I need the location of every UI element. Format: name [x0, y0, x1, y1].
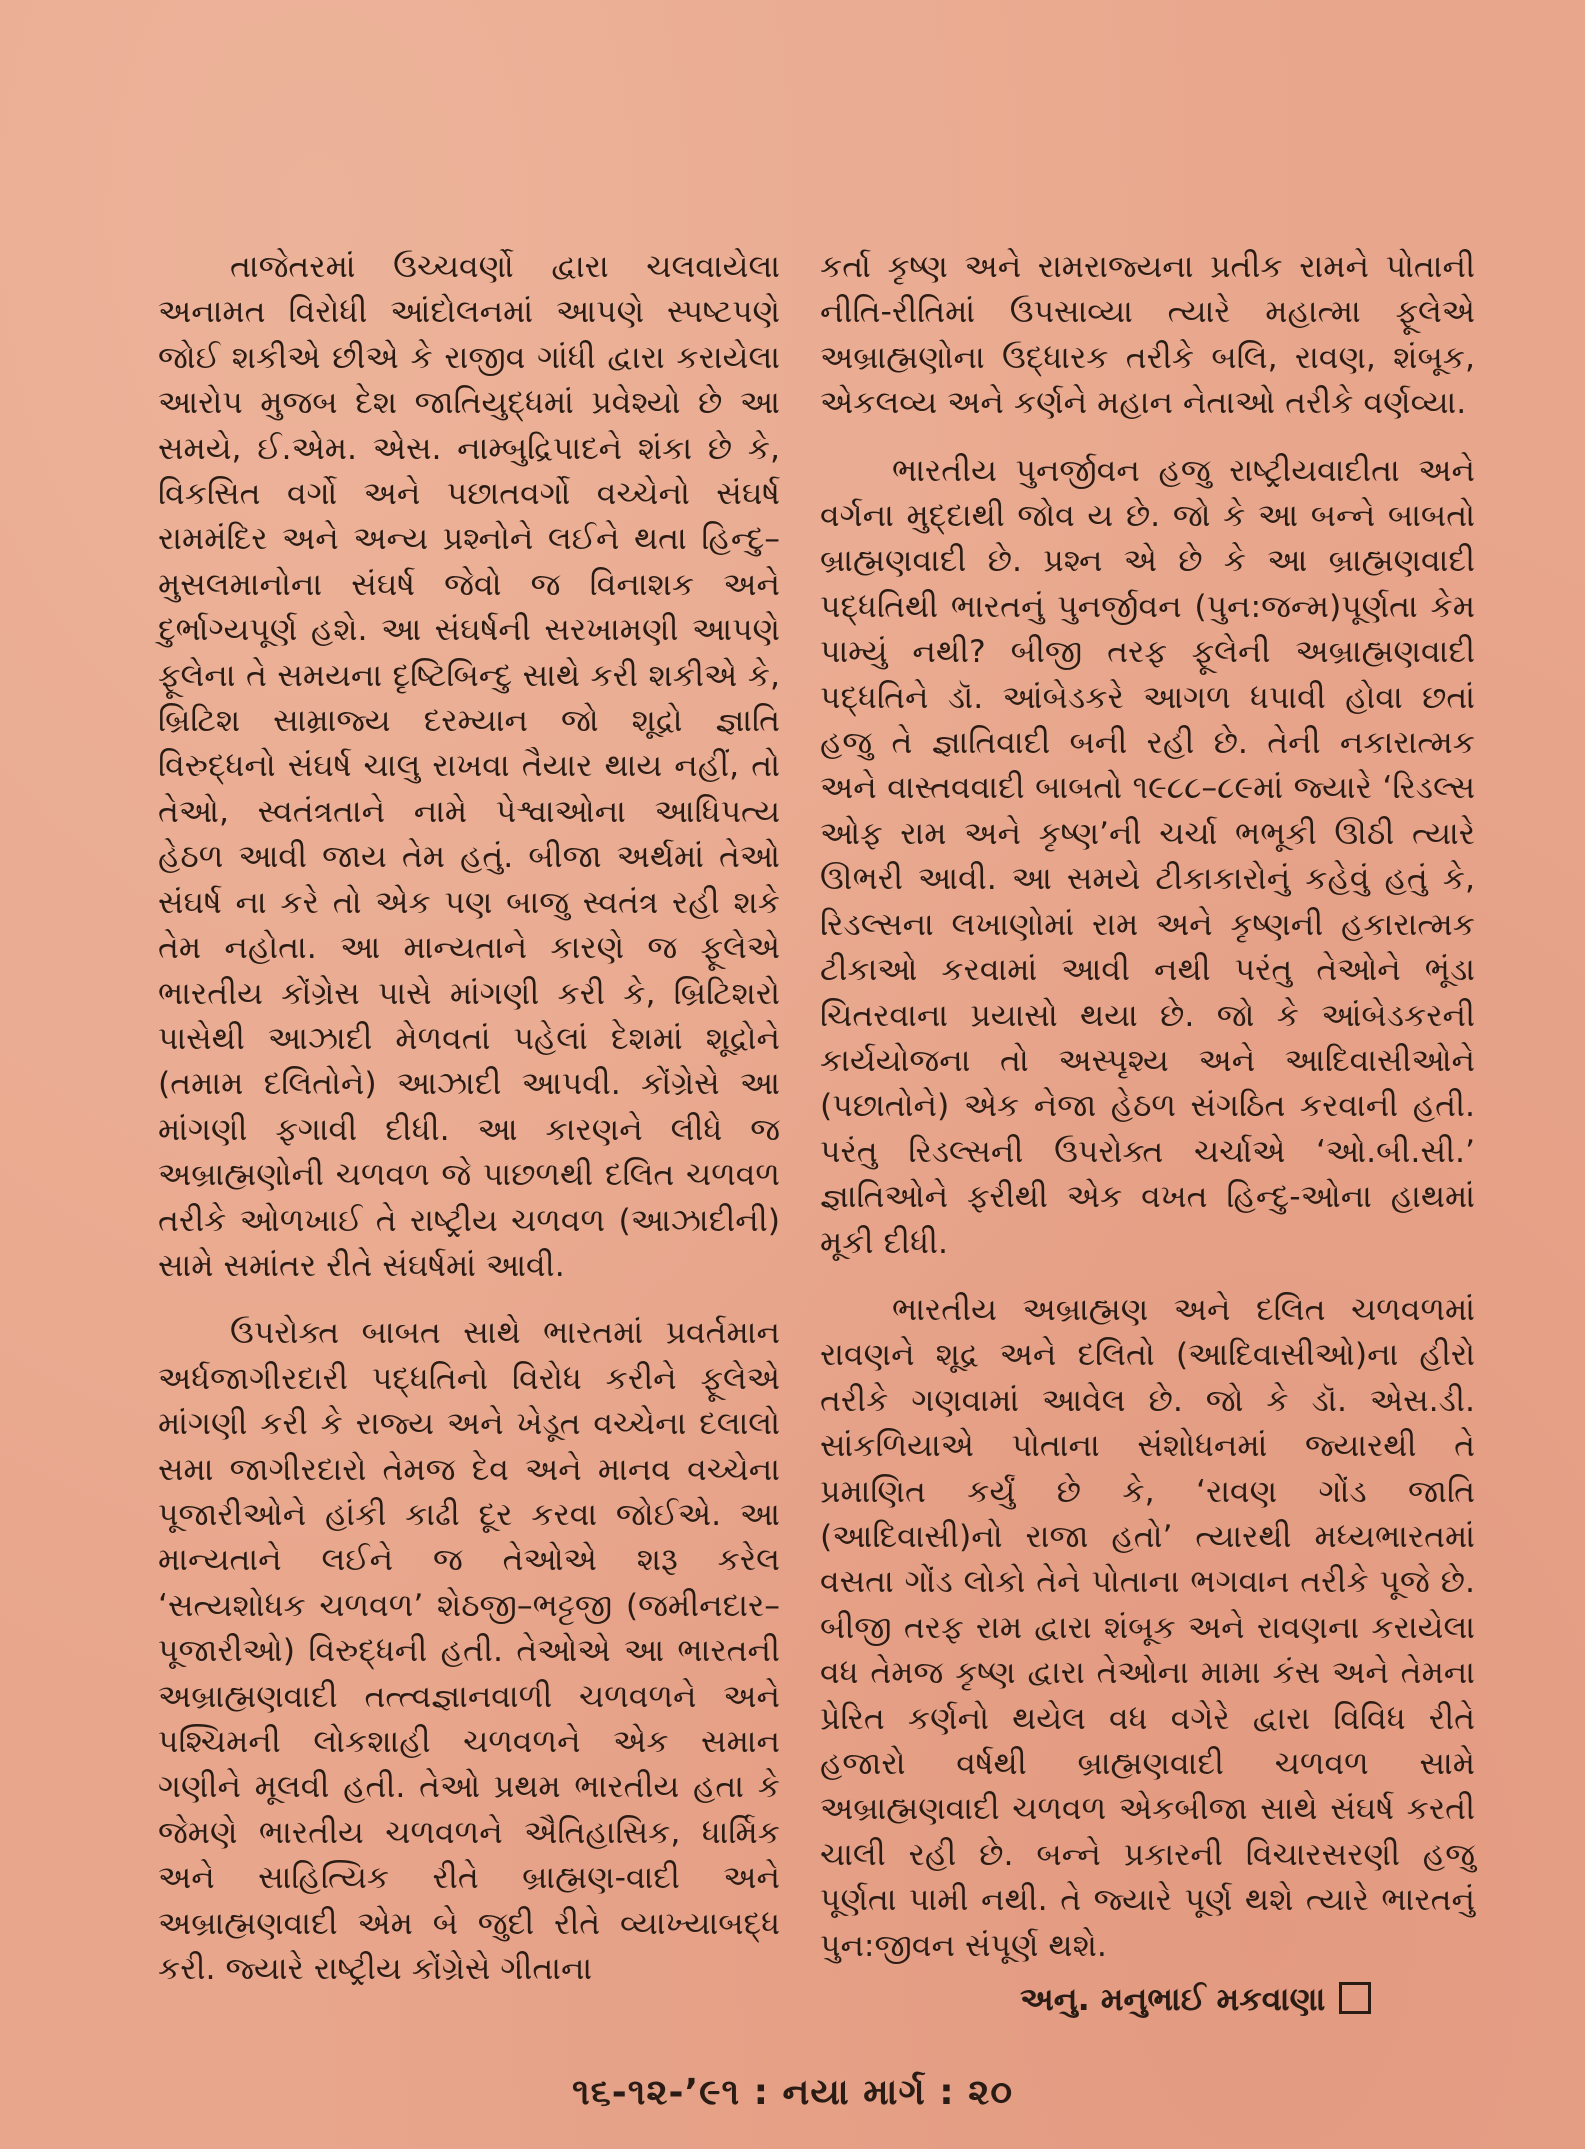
paragraph: તાજેતરમાં ઉચ્ચવર્ણો દ્વારા ચલવાયેલા અનામત વિરોધી આંદોલનમાં આપણે સ્પષ્ટપણે જોઈ શકીએ છીએ કે રાજીવ ગાંધી દ્વારા કરાયેલા આરોપ મુજબ દેશ જાતિયુદ્ધમાં પ્રવેશ્યો છે આ સમયે, ઈ.એમ. એસ. નામ્બુદ્રિપાદને શંકા છે કે, વિકસિત વર્ગો અને પછાતવર્ગો વચ્ચેનો સંઘર્ષ રામમંદિર અને અન્ય પ્રશ્નોને લઈને થતા હિન્દુ–મુસલમાનોના સંઘર્ષ જેવો જ વિનાશક અને દુર્ભાગ્યપૂર્ણ હશે. આ સંઘર્ષની સરખામણી આપણે ફૂલેના તે સમયના દૃષ્ટિબિન્દુ સાથે કરી શકીએ કે, બ્રિટિશ સામ્રાજ્ય દરમ્યાન જો શૂદ્રો જ્ઞાતિ વિરુદ્ધનો સંઘર્ષ ચાલુ રાખવા તૈયાર થાય નહીં, તો તેઓ, સ્વતંત્રતાને નામે પેશ્વાઓના આધિપત્ય હેઠળ આવી જાય તેમ હતું. બીજા અર્થમાં તેઓ સંઘર્ષ ના કરે તો એક પણ બાજુ સ્વતંત્ર રહી શકે તેમ નહોતા. આ માન્યતાને કારણે જ ફૂલેએ ભારતીય કોંગ્રેસ પાસે માંગણી કરી કે, બ્રિટિશરો પાસેથી આઝાદી મેળવતાં પહેલાં દેશમાં શૂદ્રોને (તમામ દલિતોને) આઝાદી આપવી. કોંગ્રેસે આ માંગણી ફગાવી દીધી. આ કારણને લીધે જ અબ્રાહ્મણોની ચળવળ જે પાછળથી દલિત ચળવળ તરીકે ઓળખાઈ તે રાષ્ટ્રીય ચળવળ (આઝાદીની) સામે સમાંતર રીતે સંઘર્ષમાં આવી.	[158, 249, 780, 1284]
right-column	[820, 245, 1475, 1969]
translator-name: અનુ. મનુભાઈ મકવાણા	[1020, 1980, 1326, 2018]
end-mark-box-icon	[1339, 1982, 1371, 2014]
paragraph: ભારતીય અબ્રાહ્મણ અને દલિત ચળવળમાં રાવણને શૂદ્ર અને દલિતો (આદિવાસીઓ)ના હીરો તરીકે ગણવામાં આવેલ છે. જો કે ડૉ. એસ.ડી. સાંકળિયાએ પોતાના સંશોધનમાં જ્યારથી તે પ્રમાણિત કર્યું છે કે, ‘રાવણ ગોંડ જાતિ (આદિવાસી)નો રાજા હતો’ ત્યારથી મધ્યભારતમાં વસતા ગોંડ લોકો તેને પોતાના ભગવાન તરીકે પૂજે છે. બીજી તરફ રામ દ્વારા શંબૂક અને રાવણના કરાયેલા વધ તેમજ કૃષ્ણ દ્વારા તેઓના મામા કંસ અને તેમના પ્રેરિત કર્ણનો થયેલ વધ વગેરે દ્વારા વિવિધ રીતે હજારો વર્ષથી બ્રાહ્મણવાદી ચળવળ સામે અબ્રાહ્મણવાદી ચળવળ એકબીજા સાથે સંઘર્ષ કરતી ચાલી રહી છે. બન્ને પ્રકારની વિચારસરણી હજુ પૂર્ણતા પામી નથી. તે જ્યારે પૂર્ણ થશે ત્યારે ભારતનું પુન:જીવન સંપૂર્ણ થશે.	[820, 1291, 1475, 1964]
paragraph: ઉપરોક્ત બાબત સાથે ભારતમાં પ્રવર્તમાન અર્ધજાગીરદારી પદ્ધતિનો વિરોધ કરીને ફૂલેએ માંગણી કરી કે રાજ્ય અને ખેડૂત વચ્ચેના દલાલો સમા જાગીરદારો તેમજ દેવ અને માનવ વચ્ચેના પૂજારીઓને હાંકી કાઢી દૂર કરવા જોઈએ. આ માન્યતાને લઈને જ તેઓએ શરૂ કરેલ ‘સત્યશોધક ચળવળ’ શેઠજી–ભટ્ટજી (જમીનદાર–પૂજારીઓ) વિરુદ્ધની હતી. તેઓએ આ ભારતની અબ્રાહ્મણવાદી તત્ત્વજ્ઞાનવાળી ચળવળને અને પશ્ચિમની લોકશાહી ચળવળને એક સમાન ગણીને મૂલવી હતી. તેઓ પ્રથમ ભારતીય હતા કે જેમણે ભારતીય ચળવળને ઐતિહાસિક, ધાર્મિક અને સાહિત્યિક રીતે બ્રાહ્મણ-વાદી અને અબ્રાહ્મણવાદી એમ બે જુદી રીતે વ્યાખ્યાબદ્ધ કરી. જ્યારે રાષ્ટ્રીય કોંગ્રેસે ગીતાના	[158, 1315, 780, 1988]
paragraph: ભારતીય પુનર્જીવન હજુ રાષ્ટ્રીયવાદીતા અને વર્ગના મુદ્દાથી જોવ ય છે. જો કે આ બન્ને બાબતો બ્રાહ્મણવાદી છે. પ્રશ્ન એ છે કે આ બ્રાહ્મણવાદી પદ્ધતિથી ભારતનું પુનર્જીવન (પુન:જન્મ)પૂર્ણતા કેમ પામ્યું નથી? બીજી તરફ ફૂલેની અબ્રાહ્મણવાદી પદ્ધતિને ડૉ. આંબેડકરે આગળ ધપાવી હોવા છતાં હજુ તે જ્ઞાતિવાદી બની રહી છે. તેની નકારાત્મક અને વાસ્તવવાદી બાબતો ૧૯૮૮–૮૯માં જ્યારે ‘રિડલ્સ ઓફ રામ અને કૃષ્ણ’ની ચર્ચા ભભૂકી ઊઠી ત્યારે ઊભરી આવી. આ સમયે ટીકાકારોનું કહેવું હતું કે, રિડલ્સના લખાણોમાં રામ અને કૃષ્ણની હકારાત્મક ટીકાઓ કરવામાં આવી નથી પરંતુ તેઓને ભૂંડા ચિતરવાના પ્રયાસો થયા છે. જો કે આંબેડકરની કાર્યયોજના તો અસ્પૃશ્ય અને આદિવાસીઓને (પછાતોને) એક નેજા હેઠળ સંગઠિત કરવાની હતી. પરંતુ રિડલ્સની ઉપરોક્ત ચર્ચાએ ‘ઓ.બી.સી.’ જ્ઞાતિઓને ફરીથી એક વખત હિન્દુ-ઓના હાથમાં મૂકી દીધી.	[820, 452, 1475, 1261]
paragraph: કર્તા કૃષ્ણ અને રામરાજ્યના પ્રતીક રામને પોતાની નીતિ-રીતિમાં ઉપસાવ્યા ત્યારે મહાત્મા ફૂલેએ અબ્રાહ્મણોના ઉદ્ધારક તરીકે બલિ, રાવણ, શંબૂક, એકલવ્ય અને કર્ણને મહાન નેતાઓ તરીકે વર્ણવ્યા.	[820, 249, 1475, 422]
left-column	[158, 245, 780, 1992]
page-footer: ૧૬-૧૨-’૯૧ : નયા માર્ગ : ૨૦	[572, 2072, 1013, 2113]
translator-credit	[1020, 1980, 1371, 2019]
